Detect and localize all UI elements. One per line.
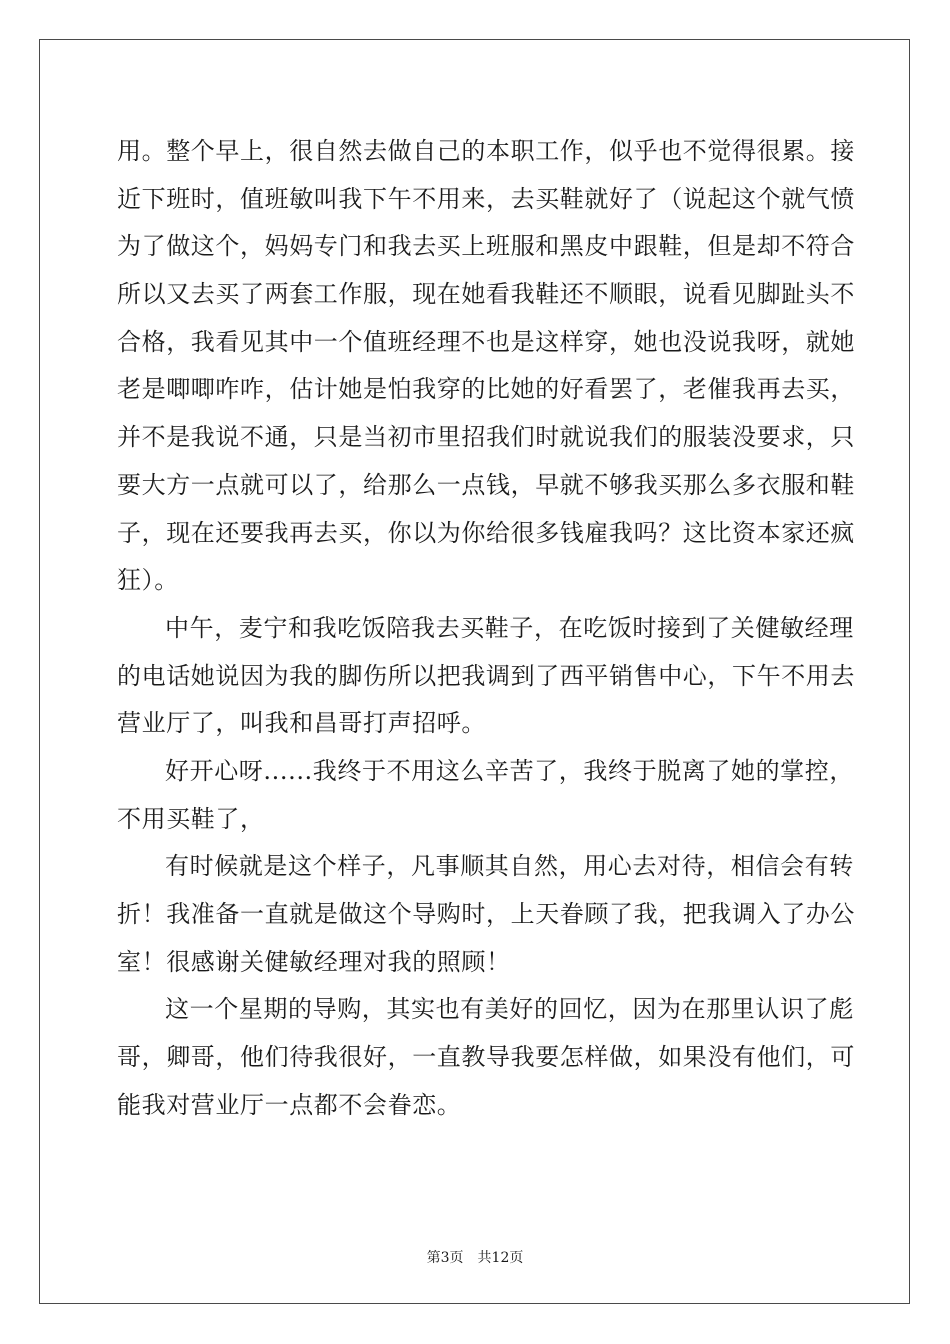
text-line: 老是唧唧咋咋，估计她是怕我穿的比她的好看罢了，老催我再去买， [117, 375, 855, 404]
text-line: 要大方一点就可以了，给那么一点钱，早就不够我买那么多衣服和鞋 [117, 470, 855, 499]
text-block [117, 128, 855, 1129]
text-line: 近下班时，值班敏叫我下午不用来，去买鞋就好了（说起这个就气愤 [117, 184, 855, 213]
page-footer [0, 1247, 950, 1267]
text-line: 子，现在还要我再去买，你以为你给很多钱雇我吗？这比资本家还疯 [117, 518, 855, 547]
text-line: 能我对营业厅一点都不会眷恋。 [117, 1090, 462, 1119]
page-number: 第3页 [426, 1250, 464, 1266]
text-line: 并不是我说不通，只是当初市里招我们时就说我们的服装没要求，只 [117, 423, 855, 452]
text-line: 营业厅了，叫我和昌哥打声招呼。 [117, 709, 486, 738]
text-line: 折！我准备一直就是做这个导购时，上天眷顾了我，把我调入了办公 [117, 900, 855, 928]
document-body [117, 128, 855, 1129]
text-line: 狂）。 [117, 566, 179, 595]
text-line: 合格，我看见其中一个值班经理不也是这样穿，她也没说我呀，就她 [117, 327, 855, 356]
text-line: 哥，卿哥，他们待我很好，一直教导我要怎样做，如果没有他们，可 [117, 1043, 855, 1072]
text-line: 不用买鞋了， [117, 804, 265, 833]
text-line: 室！很感谢关健敏经理对我的照顾！ [117, 947, 511, 976]
text-line: 为了做这个，妈妈专门和我去买上班服和黑皮中跟鞋，但是却不符合 [117, 232, 855, 261]
text-line: 中午，麦宁和我吃饭陪我去买鞋子，在吃饭时接到了关健敏经理 [165, 613, 854, 642]
text-line: 的电话她说因为我的脚伤所以把我调到了西平销售中心，下午不用去 [117, 661, 855, 690]
text-line: 用。整个早上，很自然去做自己的本职工作，似乎也不觉得很累。接 [117, 137, 855, 165]
text-line: 所以又去买了两套工作服，现在她看我鞋还不顺眼，说看见脚趾头不 [117, 280, 855, 309]
page-total: 共12页 [477, 1250, 524, 1266]
text-line: 好开心呀......我终于不用这么辛苦了，我终于脱离了她的掌控， [165, 756, 854, 785]
text-line: 这一个星期的导购，其实也有美好的回忆，因为在那里认识了彪 [165, 995, 854, 1024]
text-line: 有时候就是这个样子，凡事顺其自然，用心去对待，相信会有转 [165, 852, 854, 881]
